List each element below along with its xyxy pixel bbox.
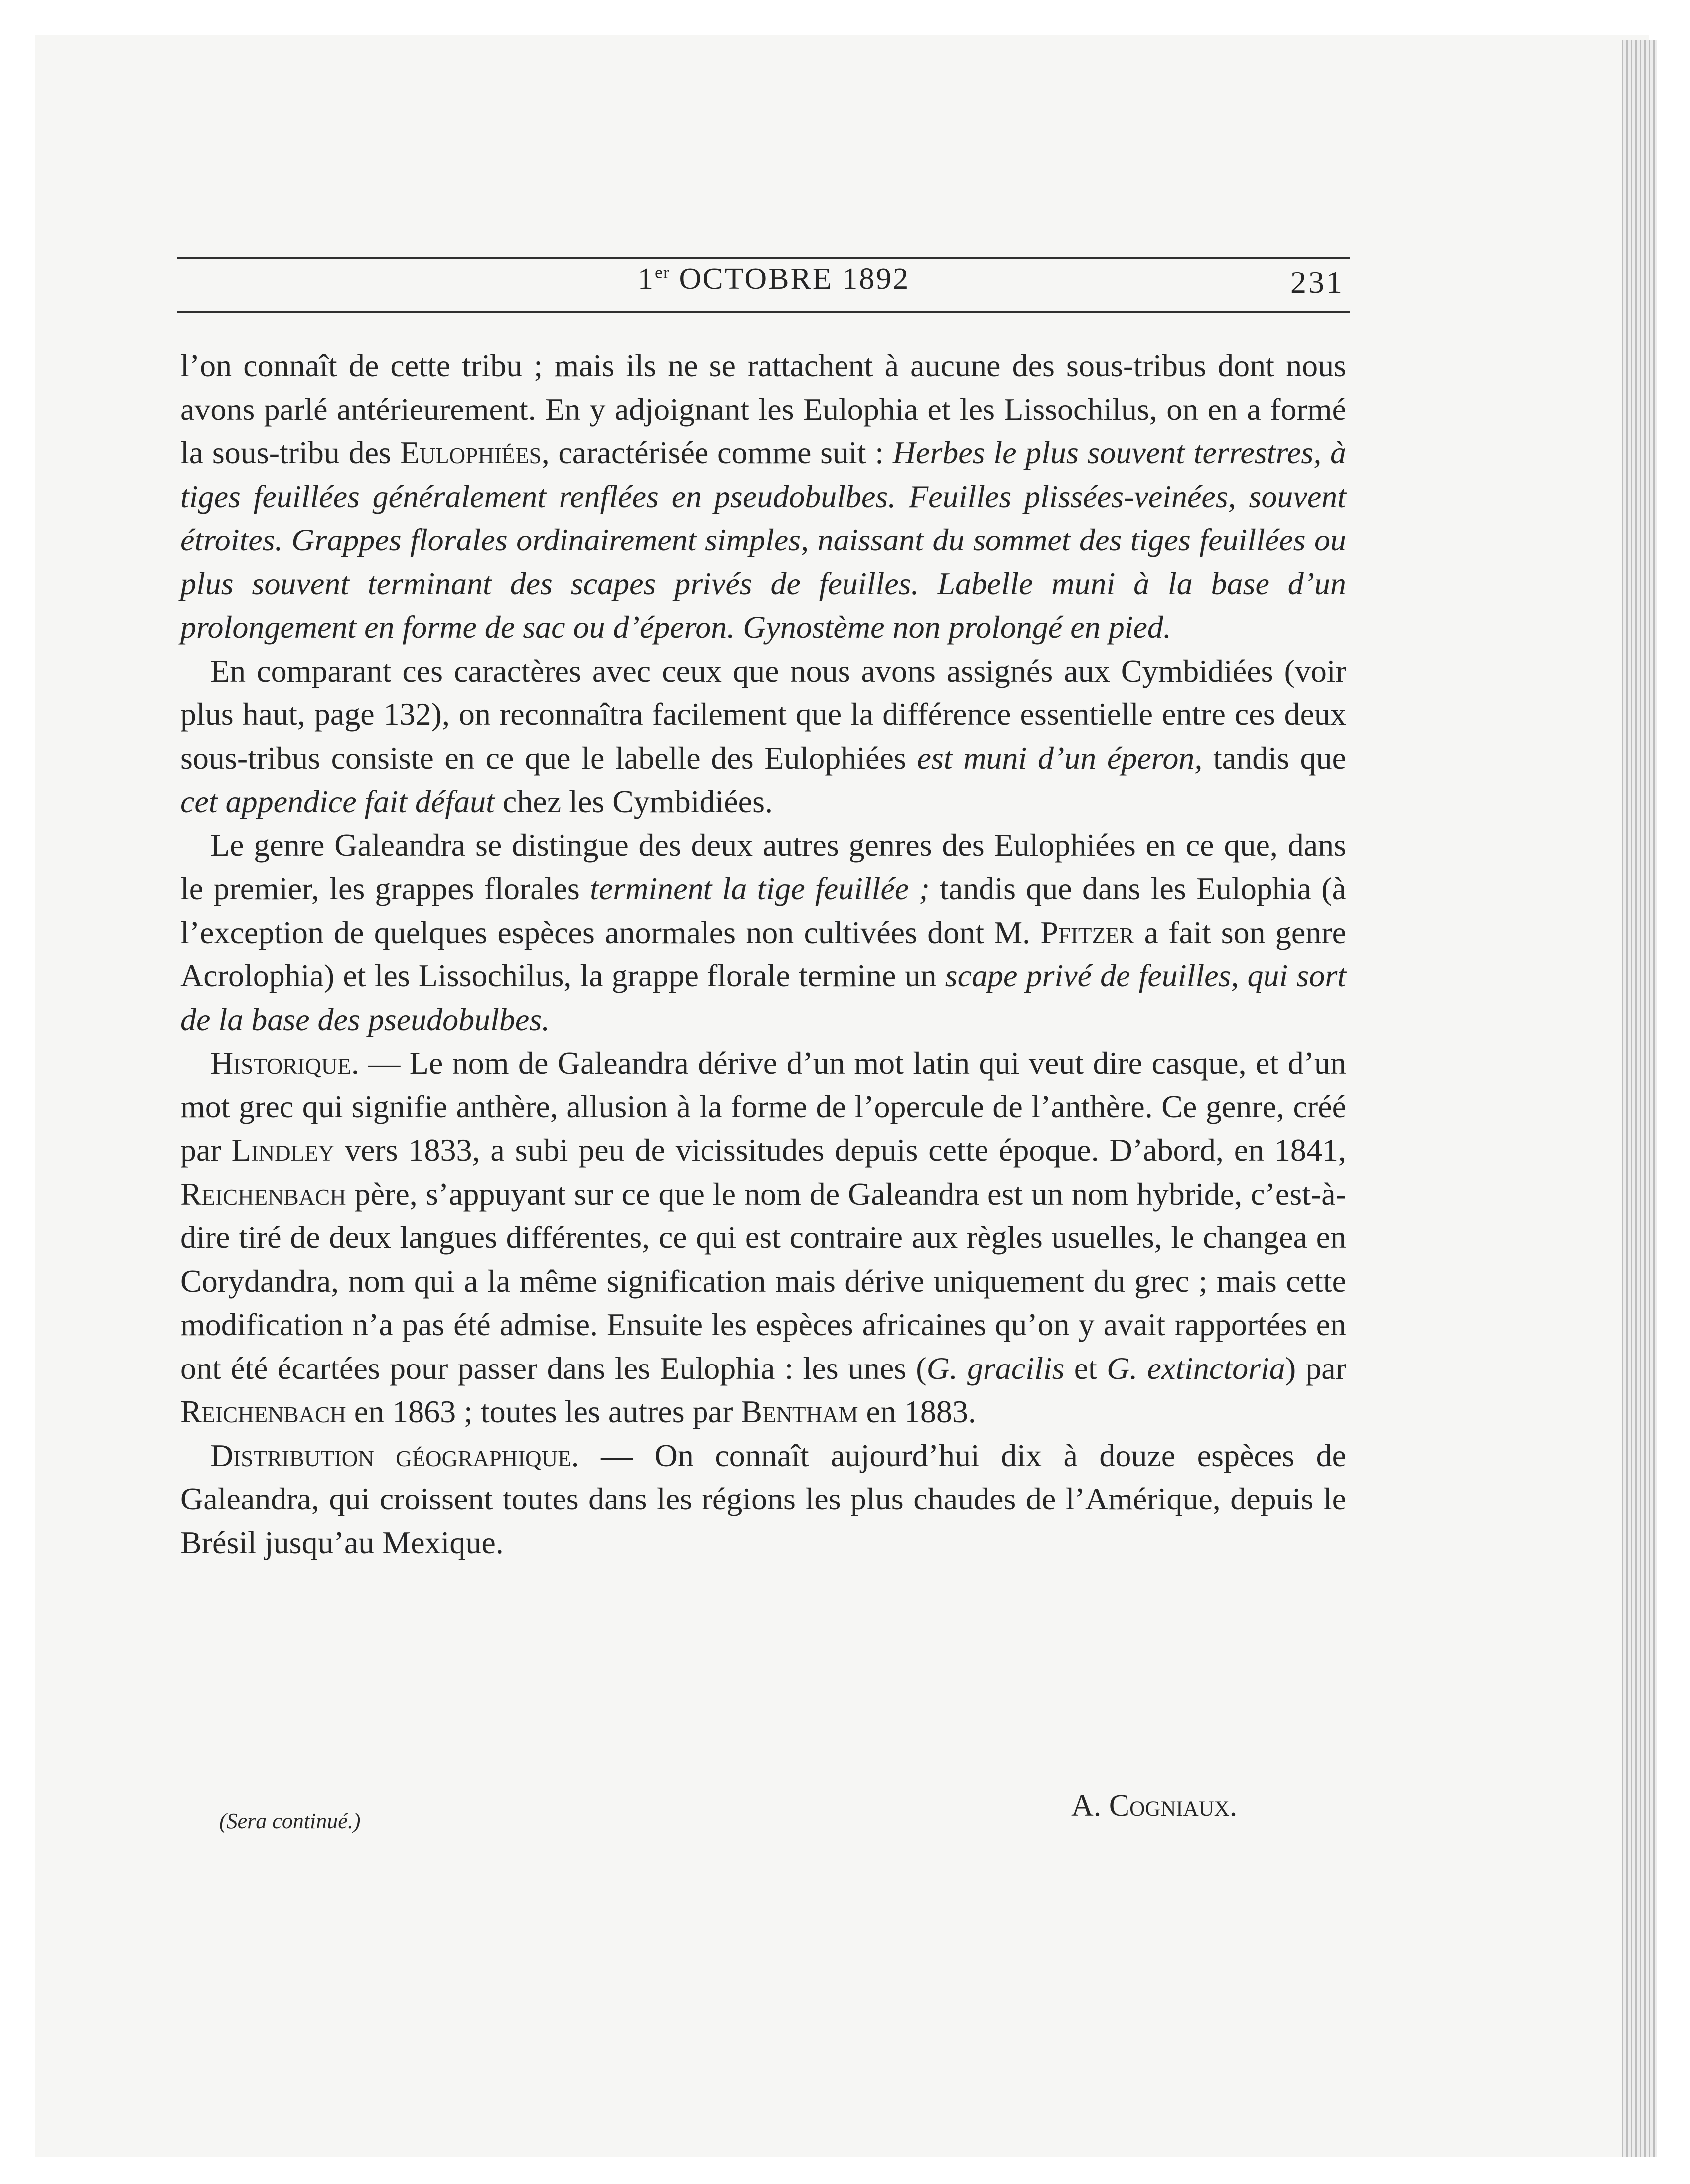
signature-name: Cogniaux. <box>1109 1789 1238 1823</box>
text-run: vers 1833, a subi peu de vicissitudes depuis cette époque. D’abord, en 1841, <box>334 1132 1347 1168</box>
page-number: 231 <box>1290 265 1344 300</box>
signature-initial: A. <box>1071 1789 1109 1823</box>
section-heading-distribution: Distribution géographique. <box>210 1437 579 1473</box>
date-superscript: er <box>655 262 670 282</box>
author-name: Reichenbach <box>180 1176 346 1212</box>
text-run: et <box>1064 1350 1107 1386</box>
italic-run: cet appendice fait défaut <box>180 784 495 819</box>
text-run: a fait son genre Acrolophia) et les Lissochilus, la grappe florale termine un <box>180 914 1347 993</box>
continuation-note: (Sera continué.) <box>219 1809 361 1833</box>
header-rule-top <box>177 257 1350 259</box>
paragraph-genus-distinction <box>180 823 1346 1042</box>
subtribe-diagnosis: Herbes le plus souvent terrestres, à tiges feuillées généralement renflées en pseudobulbes. Feuilles plissées-veinées, souvent étroites. Grappes florales ordinairement simples, naissant du sommet des tiges feuillées ou plus souvent terminant des scapes privés de feuilles. Labelle muni à la base d’un prolongement en forme de sac ou d’éperon. Gynostème non prolongé en pied. <box>180 435 1347 645</box>
text-run: en 1863 ; toutes les autres par <box>346 1394 741 1429</box>
text-run: ) par <box>1285 1350 1347 1386</box>
text-run: — On connaît aujourd’hui dix à douze espèces de Galeandra, qui croissent toutes dans les régions les plus chaudes de l’Amérique, depuis le Brésil jusqu’au Mexique. <box>180 1437 1347 1560</box>
species-name: G. gracilis <box>926 1350 1065 1386</box>
text-run: chez les Cymbidiées. <box>494 784 773 819</box>
text-run: l’on connaît de cette tribu ; mais ils ne se rattachent à aucune des sous-tribus dont nous avons parlé antérieurement. En y adjoignant les Eulophia et les Lissochilus, on en a formé la sous-tribu des <box>180 348 1346 470</box>
paragraph-comparison <box>180 649 1346 823</box>
author-signature <box>1071 1788 1237 1824</box>
date-day: 1 <box>638 262 655 296</box>
paragraph-distribution <box>180 1434 1346 1565</box>
author-name: Bentham <box>741 1394 858 1429</box>
section-heading-historique: Historique. <box>210 1045 359 1081</box>
italic-run: est muni d’un éperon, <box>917 740 1203 776</box>
text-run: tandis que <box>1202 740 1347 776</box>
body-text <box>180 344 1346 1564</box>
header-rule-bottom <box>177 311 1350 313</box>
paragraph-eulophiees <box>180 344 1346 649</box>
italic-run: scape privé de feuilles, qui sort de la base des pseudobulbes. <box>180 958 1346 1037</box>
text-run: — Le nom de Galeandra dérive d’un mot latin qui veut dire casque, et d’un mot grec qui signifie anthère, allusion à la forme de l’opercule de l’anthère. Ce genre, créé par <box>180 1045 1346 1168</box>
scan-margin <box>0 0 1690 35</box>
paragraph-historique <box>180 1041 1346 1434</box>
species-name: G. extinctoria <box>1107 1350 1285 1386</box>
text-run: tandis que dans les Eulophia (à l’exception de quelques espèces anormales non cultivées dont M. <box>180 871 1347 950</box>
page-edges <box>1622 40 1657 2157</box>
date-month-year: OCTOBRE 1892 <box>669 262 910 296</box>
text-run: père, s’appuyant sur ce que le nom de Galeandra est un nom hybride, c’est-à-dire tiré de deux langues différentes, ce qui est contraire aux règles usuelles, le changea en Corydandra, nom qui a la même signification mais dérive uniquement du grec ; mais cette modification n’a pas été admise. Ensuite les espèces africaines qu’on y avait rapportées en ont été écartées pour passer dans les Eulophia : les unes ( <box>180 1176 1346 1386</box>
author-name: Pfitzer <box>1040 914 1134 950</box>
text-run: , caractérisée comme suit : <box>541 435 893 470</box>
subtribe-name: Eulophiées <box>400 435 542 470</box>
text-run: Le genre Galeandra se distingue des deux autres genres des Eulophiées en ce que, dans le premier, les grappes florales <box>180 827 1346 906</box>
author-name: Reichenbach <box>180 1394 346 1429</box>
text-run: en 1883. <box>858 1394 976 1429</box>
author-name: Lindley <box>231 1132 335 1168</box>
text-run: En comparant ces caractères avec ceux que nous avons assignés aux Cymbidiées (voir plus haut, page 132), on reconnaîtra facilement que la différence essentielle entre ces deux sous-tribus consiste en ce que le labelle des Eulophiées <box>180 653 1346 776</box>
italic-run: terminent la tige feuillée ; <box>590 871 930 906</box>
running-header-date <box>638 262 910 297</box>
